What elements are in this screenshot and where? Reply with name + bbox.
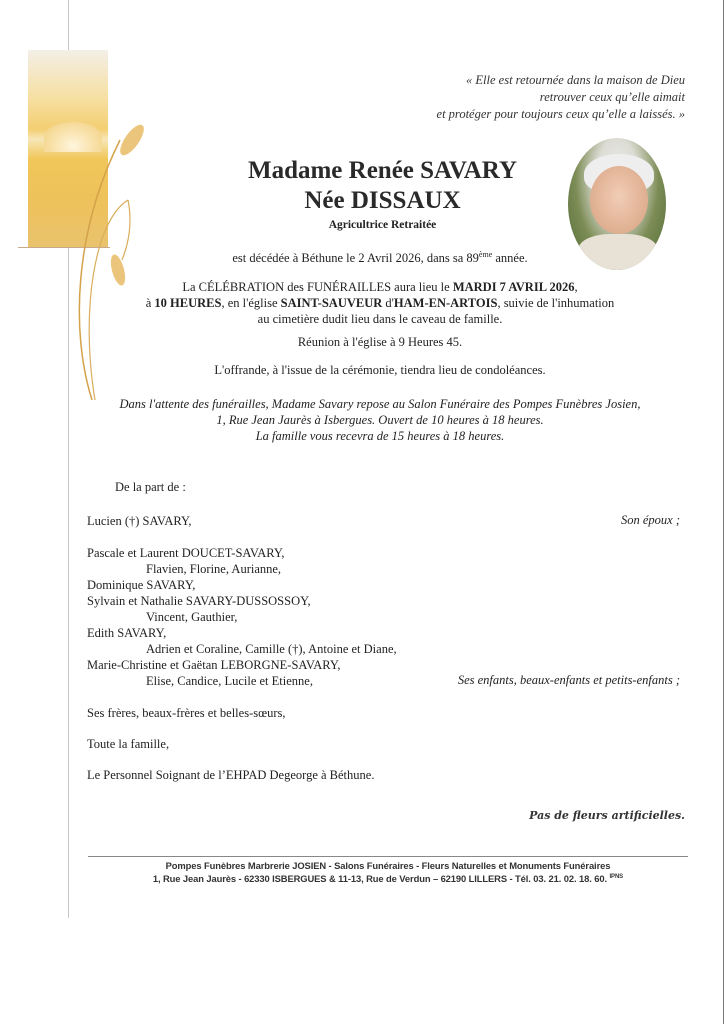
repose-line: La famille vous recevra de 15 heures à 18 heures. <box>255 429 505 443</box>
death-notice <box>95 247 665 266</box>
photo-face <box>590 166 648 234</box>
family-line: Vincent, Gauthier, <box>146 610 238 624</box>
deceased-name: Madame Renée SAVARY <box>247 157 518 184</box>
family-line: Edith SAVARY, <box>87 626 167 640</box>
footer-address <box>88 873 688 884</box>
repose-line: Dans l'attente des funérailles, Madame Savary repose au Salon Funéraire des Pompes Funèbres Josien, <box>119 397 641 411</box>
ceremony-time: 10 HEURES <box>154 296 222 310</box>
family-line: Elise, Candice, Lucile et Etienne, <box>146 674 313 688</box>
offering-note: L'offrande, à l'issue de la cérémonie, tiendra lieu de condoléances. <box>214 363 546 377</box>
children-role: Ses enfants, beaux-enfants et petits-enfants ; <box>457 673 680 687</box>
memorial-quote <box>365 72 685 123</box>
footer-company: Pompes Funèbres Marbrerie JOSIEN - Salons Funéraires - Fleurs Naturelles et Monuments Funéraires <box>165 860 611 871</box>
children-list <box>87 545 397 689</box>
family-line: Sylvain et Nathalie SAVARY-DUSSOSSOY, <box>87 594 311 608</box>
no-artificial-flowers-note: Pas de fleurs artificielles. <box>529 809 685 822</box>
ceremony-text: , <box>574 280 578 294</box>
funeral-home-info <box>95 396 665 444</box>
ceremony-text: , en l'église <box>221 296 281 310</box>
quote-line: retrouver ceux qu’elle aimait <box>539 90 685 104</box>
footer-divider <box>88 856 688 857</box>
death-text: est décédée à Béthune le 2 Avril 2026, dans sa 89 <box>232 251 479 266</box>
ceremony-text: à <box>145 296 155 310</box>
footer-address-text: 1, Rue Jean Jaurès - 62330 ISBERGUES & 11-13, Rue de Verdun – 62190 LILLERS - Tél. 03. 21. 02. 18. 60. <box>152 873 610 884</box>
all-family-line: Toute la famille, <box>87 737 170 751</box>
ceremony-date: MARDI 7 AVRIL 2026 <box>452 280 575 294</box>
family-line: Dominique SAVARY, <box>87 578 196 592</box>
burial-text: au cimetière dudit lieu dans le caveau de famille. <box>257 312 503 326</box>
ipns-mark: IPNS <box>609 873 624 880</box>
quote-line: « Elle est retournée dans la maison de Dieu <box>466 73 685 87</box>
family-line: Marie-Christine et Gaëtan LEBORGNE-SAVARY, <box>87 658 341 672</box>
ceremony-text: , suivie de l'inhumation <box>497 296 615 310</box>
family-line: Adrien et Coraline, Camille (†), Antoine et Diane, <box>146 642 397 656</box>
ceremony-text: d' <box>382 296 394 310</box>
town-name: HAM-EN-ARTOIS <box>393 296 498 310</box>
siblings-line: Ses frères, beaux-frères et belles-sœurs, <box>87 706 286 720</box>
church-name: SAINT-SAUVEUR <box>280 296 383 310</box>
death-text-end: année. <box>492 251 528 266</box>
family-line: Flavien, Florine, Aurianne, <box>146 562 282 576</box>
ceremony-text: La CÉLÉBRATION des FUNÉRAILLES aura lieu le <box>182 280 453 294</box>
care-staff-line: Le Personnel Soignant de l’EHPAD Degeorge à Béthune. <box>87 768 375 782</box>
quote-line: et protéger pour toujours ceux qu’elle a laissés. » <box>436 107 685 121</box>
repose-line: 1, Rue Jean Jaurès à Isbergues. Ouvert de 10 heures à 18 heures. <box>216 413 544 427</box>
reunion-time: Réunion à l'église à 9 Heures 45. <box>297 335 463 349</box>
spouse-name: Lucien (†) SAVARY, <box>87 514 192 528</box>
ceremony-details <box>95 279 665 327</box>
right-edge-line <box>723 0 724 1024</box>
ordinal-suffix: ème <box>478 250 493 259</box>
family-line: Pascale et Laurent DOUCET-SAVARY, <box>87 546 285 560</box>
maiden-name: Née DISSAUX <box>304 187 461 214</box>
profession: Agricultrice Retraitée <box>328 219 437 231</box>
from-label: De la part de : <box>115 480 186 494</box>
spouse-role: Son époux ; <box>620 513 680 527</box>
